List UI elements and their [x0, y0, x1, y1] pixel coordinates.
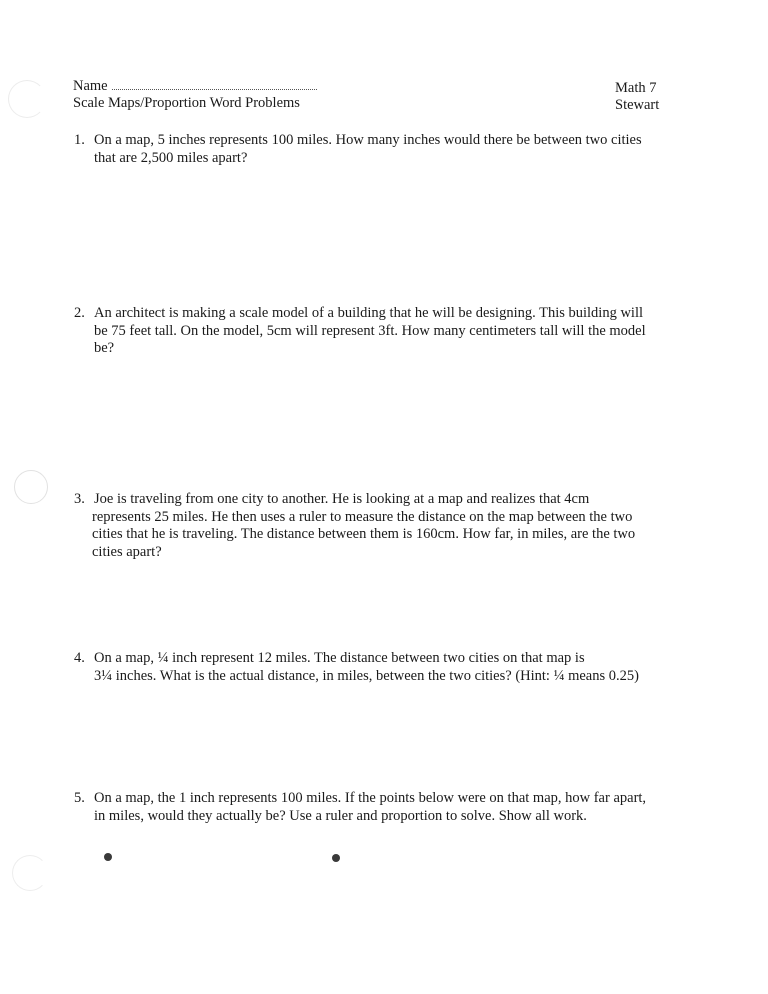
header-left: [73, 78, 317, 112]
problem-text: cities that he is traveling. The distance between them is 160cm. How far, in miles, are the two: [92, 526, 636, 542]
worksheet-title: Scale Maps/Proportion Word Problems: [73, 95, 300, 111]
problem-line: [74, 132, 674, 150]
teacher-name: Stewart: [615, 97, 660, 113]
problem-text: An architect is making a scale model of a building that he will be designing. This building will: [94, 305, 644, 321]
problem-text: be?: [94, 340, 115, 356]
problem-line: [74, 790, 674, 808]
problem-line: [74, 491, 674, 509]
problem-text: Joe is traveling from one city to another. He is looking at a map and realizes that 4cm: [94, 491, 590, 507]
problem-text: in miles, would they actually be? Use a ruler and proportion to solve. Show all work.: [94, 807, 587, 824]
problem-5: [74, 790, 674, 825]
binder-hole-mark: [8, 80, 46, 118]
problem-text: On a map, 5 inches represents 100 miles. How many inches would there be between two cities: [94, 132, 642, 148]
name-blank-line[interactable]: [112, 78, 317, 90]
problem-1: [74, 132, 674, 167]
map-point-b: [332, 854, 340, 862]
problem-text: cities apart?: [92, 543, 162, 560]
problem-number: 5.: [74, 790, 85, 806]
problem-number: 2.: [74, 305, 85, 321]
problem-text: that are 2,500 miles apart?: [94, 149, 248, 166]
problem-text: On a map, ¼ inch represent 12 miles. The distance between two cities on that map is: [94, 650, 585, 666]
problem-number: 1.: [74, 132, 85, 148]
problem-4: [74, 650, 674, 685]
problem-number: 3.: [74, 491, 85, 507]
course-label: Math 7: [615, 80, 657, 96]
name-label: Name: [73, 78, 108, 94]
binder-hole-mark: [14, 470, 48, 504]
header-right: [615, 80, 659, 114]
problem-number: 4.: [74, 650, 85, 666]
map-point-a: [104, 853, 112, 861]
problem-line: [74, 305, 674, 323]
problem-line: [74, 650, 674, 668]
name-row: [73, 78, 317, 95]
problem-2: [74, 305, 674, 358]
problem-3: [74, 491, 674, 561]
binder-hole-mark: [12, 855, 48, 891]
problem-text: On a map, the 1 inch represents 100 miles. If the points below were on that map, how far apart,: [94, 790, 647, 806]
problem-text: 3¼ inches. What is the actual distance, in miles, between the two cities? (Hint: ¼ means 0.25): [94, 667, 639, 684]
problem-text: be 75 feet tall. On the model, 5cm will represent 3ft. How many centimeters tall will the model: [94, 322, 646, 339]
problem-text: represents 25 miles. He then uses a ruler to measure the distance on the map between the two: [92, 508, 633, 525]
